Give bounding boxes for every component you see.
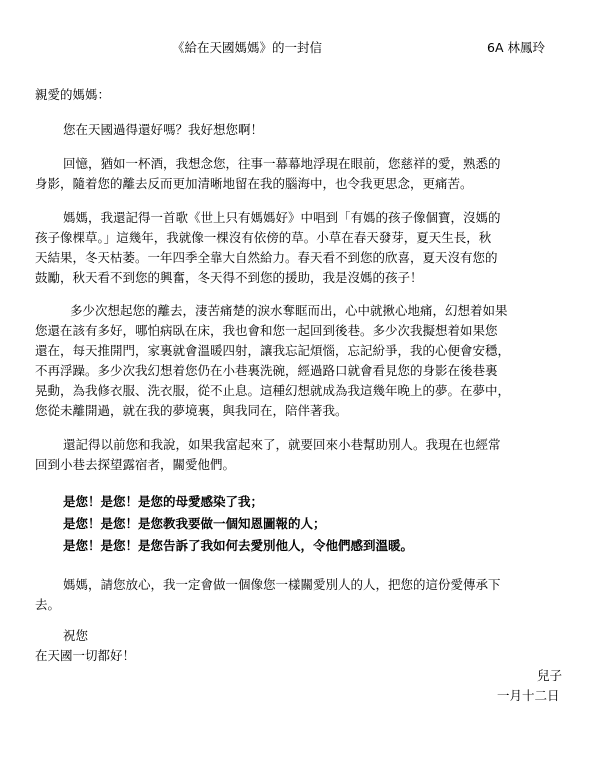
paragraph-line: 不再浮躁。多少次我幻想着您仍在小巷裏洗碗，經過路口就會看見您的身影在後巷裏	[35, 363, 498, 378]
paragraph-line: 多少次想起您的離去，淒苦痛楚的淚水奪眶而出，心中就揪心地痛，幻想着如果	[70, 303, 508, 318]
paragraph-line: 回到小巷去探望露宿者，關愛他們。	[35, 457, 236, 472]
paragraph-line: 天結果，冬天枯萎。一年四季全靠大自然給力。春天看不到您的欣喜，夏天沒有您的	[35, 250, 498, 265]
emphasis-line: 是您！是您！是您教我要做一個知恩圖報的人；	[63, 516, 326, 531]
salutation: 親愛的媽媽：	[35, 87, 111, 102]
paragraph-line: 媽媽，請您放心，我一定會做一個像您一樣關愛別人的人，把您的這份愛傳承下	[63, 577, 501, 592]
letter-author: 6A 林鳳玲	[487, 40, 545, 55]
paragraph-line: 您在天國過得還好嗎？我好想您啊！	[63, 122, 264, 137]
paragraph-line: 去。	[35, 597, 61, 612]
letter-title: 《給在天國媽媽》的一封信	[172, 40, 323, 55]
paragraph-line: 您從未離開過，就在我的夢境裏，與我同在，陪伴著我。	[35, 403, 348, 418]
paragraph-line: 晃動，為我修衣服、洗衣服，從不止息。這種幻想就成為我這幾年晚上的夢。在夢中，	[35, 383, 511, 398]
blessing-line: 祝您	[63, 628, 89, 643]
emphasis-line: 是您！是您！是您告訴了我如何去愛別他人，令他們感到溫暖。	[63, 538, 414, 553]
paragraph-line: 回憶，猶如一杯酒，我想念您，往事一幕幕地浮現在眼前，您慈祥的愛，熟悉的	[63, 156, 501, 171]
signature-name: 兒子	[537, 668, 563, 683]
signature-date: 一月十二日	[497, 688, 560, 703]
blessing-line: 在天國一切都好！	[35, 648, 136, 663]
paragraph-line: 還在，每天推開門，家裏就會溫暖四射，讓我忘記煩惱，忘記紛爭，我的心便會安穩，	[35, 343, 511, 358]
paragraph-line: 還記得以前您和我說，如果我富起來了，就要回來小巷幫助別人。我現在也經常	[63, 437, 501, 452]
paragraph-line: 孩子像棵草。」這幾年，我就像一棵沒有依傍的草。小草在春天發芽，夏天生長，秋	[35, 230, 492, 245]
paragraph-line: 媽媽，我還記得一首歌《世上只有媽媽好》中唱到「有媽的孩子像個寶，沒媽的	[63, 210, 501, 225]
paragraph-line: 身影，隨着您的離去反而更加清晰地留在我的腦海中，也令我更思念，更痛苦。	[35, 176, 473, 191]
paragraph-line: 您還在該有多好，哪怕病臥在床，我也會和您一起回到後巷。多少次我擬想着如果您	[35, 323, 498, 338]
paragraph-line: 鼓勵，秋天看不到您的興奮，冬天得不到您的援助，我是沒媽的孩子！	[35, 270, 423, 285]
emphasis-line: 是您！是您！是您的母愛感染了我；	[63, 494, 264, 509]
